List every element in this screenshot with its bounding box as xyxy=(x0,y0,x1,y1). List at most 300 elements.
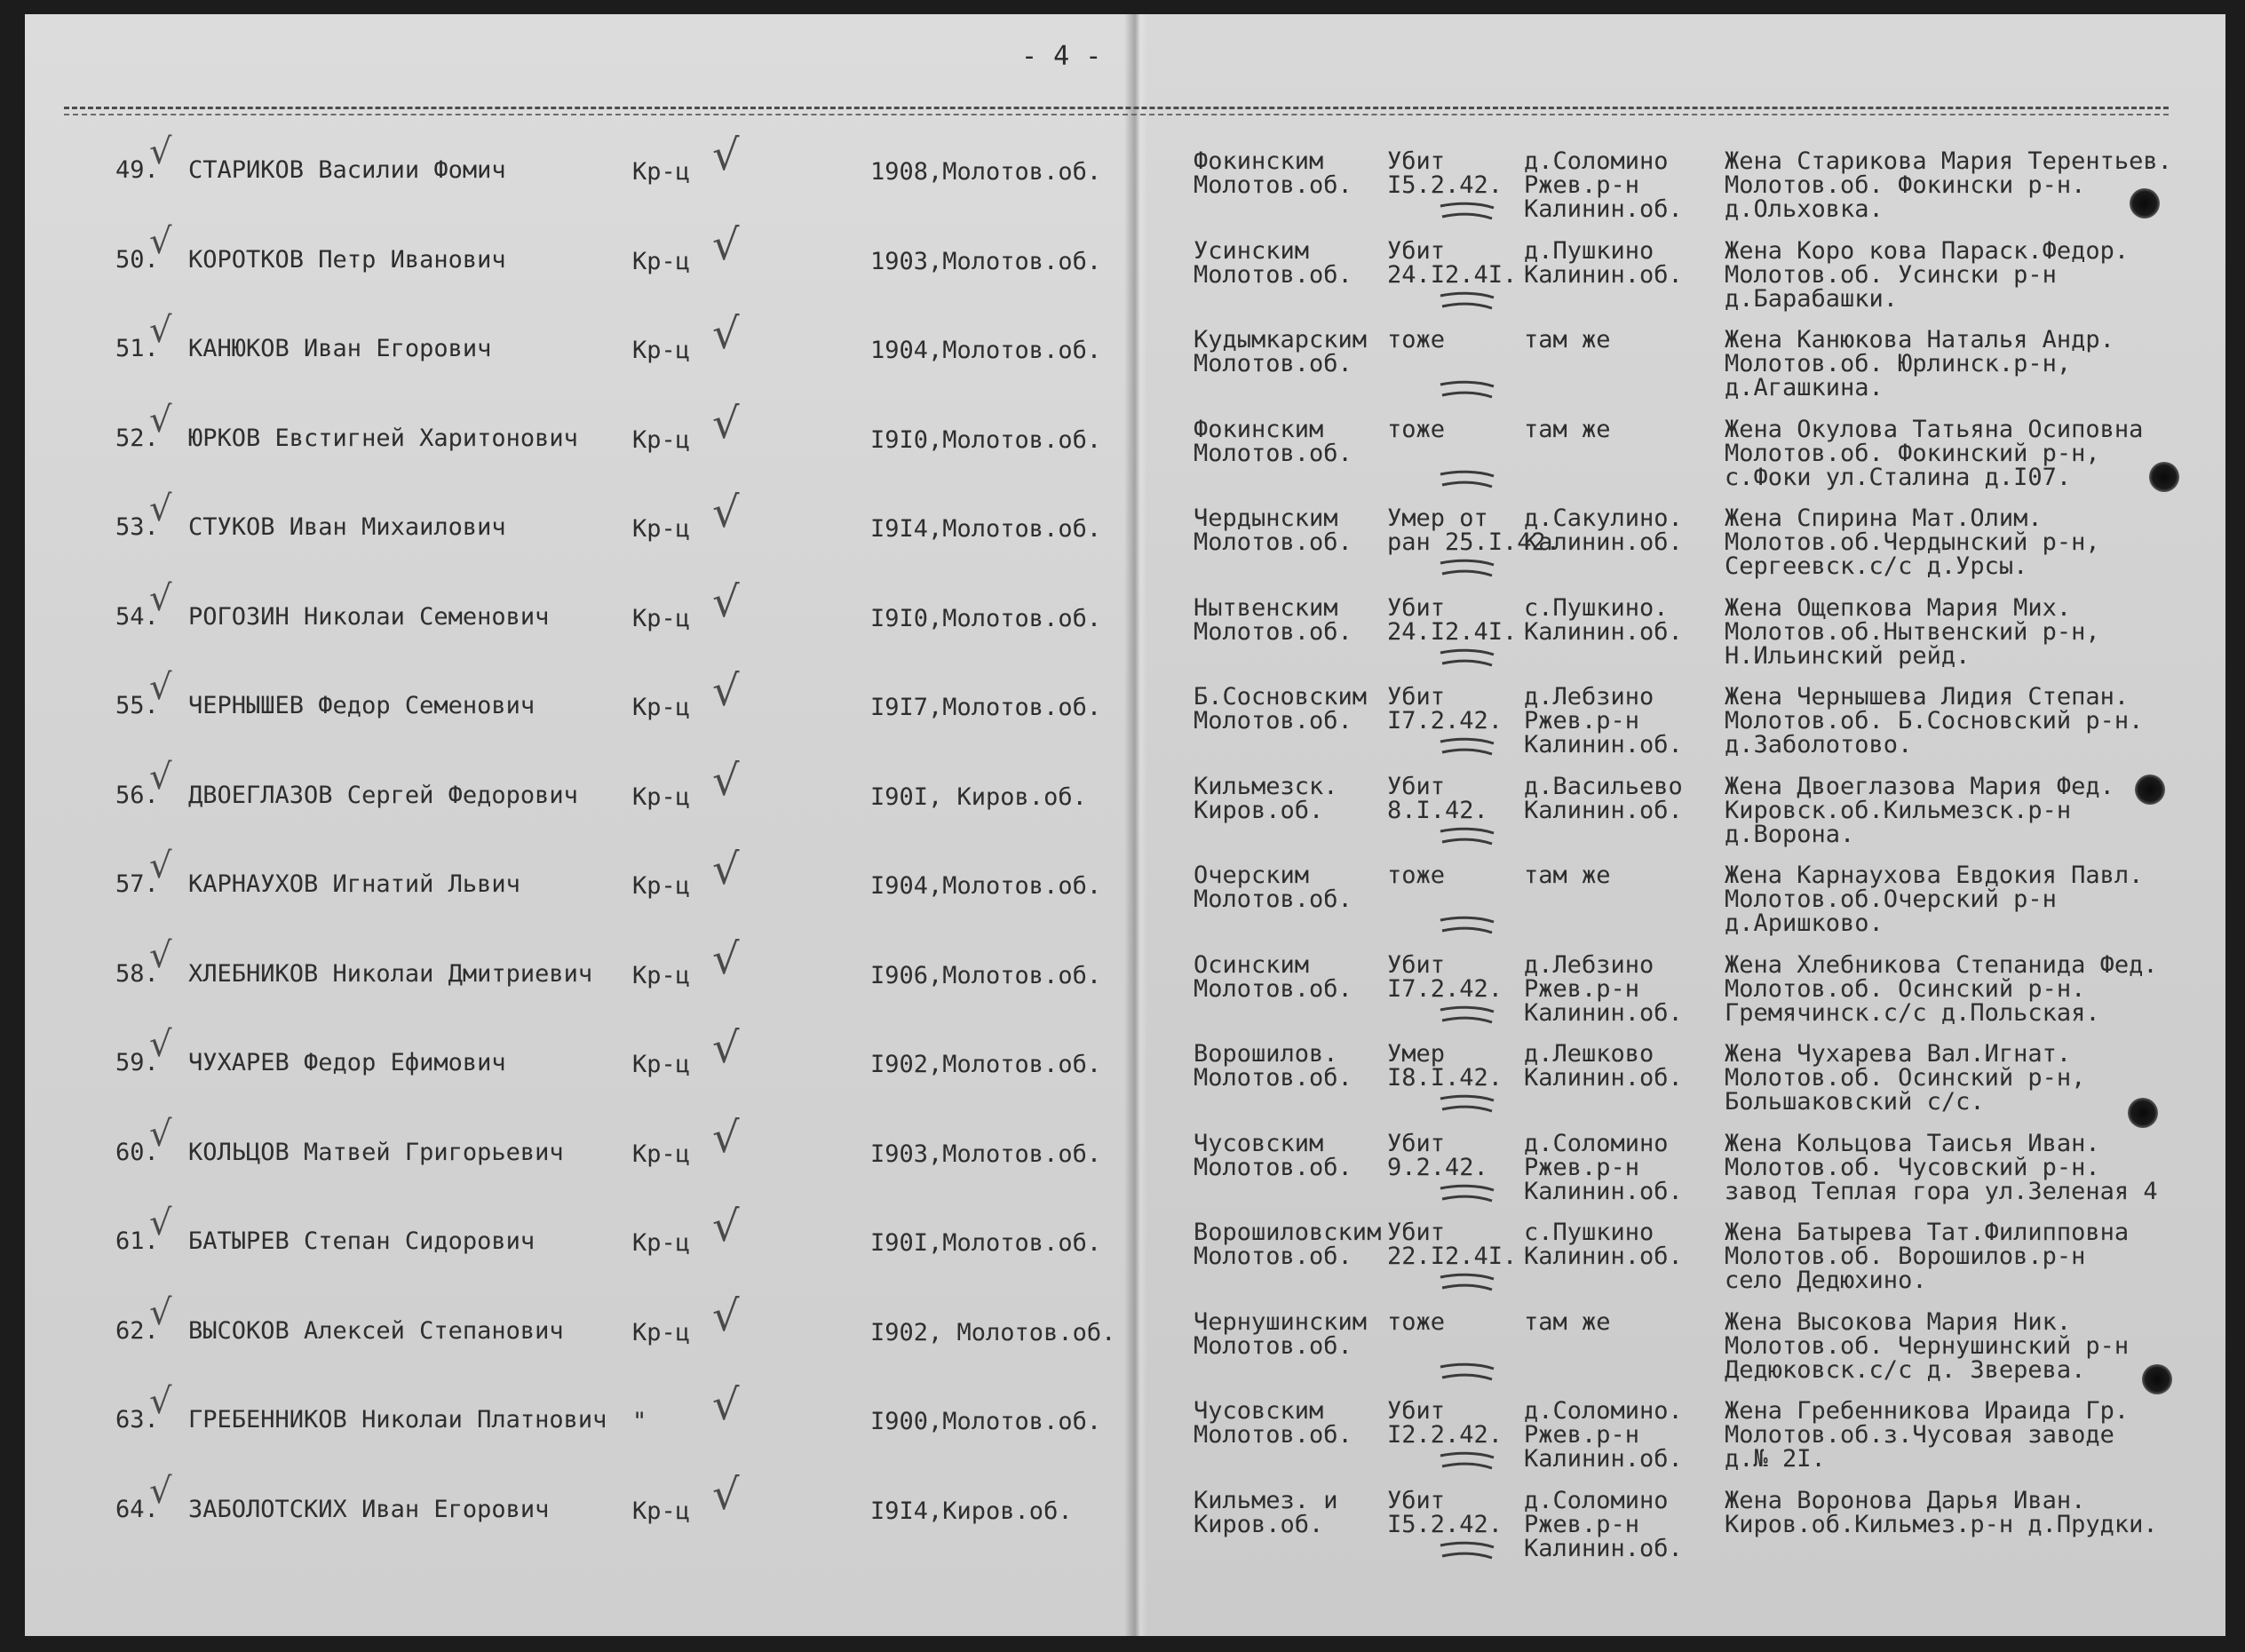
record-row xyxy=(0,219,2245,326)
next-of-kin-line: Молотов.об. Осинский р-н, xyxy=(1725,1064,2086,1092)
burial-place-line: Калинин.об. xyxy=(1524,1243,1683,1270)
record-number: 64. xyxy=(115,1495,159,1523)
soldier-rank: Кр-ц xyxy=(632,604,691,632)
next-of-kin-line: Жена Коро кова Параск.Федор. xyxy=(1725,236,2130,265)
record-row xyxy=(0,576,2245,683)
page-number: - 4 - xyxy=(1021,41,1102,72)
burial-place-line: Ржев.р-н xyxy=(1524,1510,1640,1538)
birth-year-region: I9I0,Молотов.об. xyxy=(870,425,1102,454)
record-row xyxy=(0,1469,2245,1576)
draft-office-line: Молотов.об. xyxy=(1194,1243,1353,1270)
burial-place-line: там же xyxy=(1524,862,1611,889)
draft-office-line: Чернушинским xyxy=(1194,1307,1368,1336)
burial-place-cell xyxy=(1524,417,1611,441)
burial-place-line: Ржев.р-н xyxy=(1524,171,1640,199)
checkmark-icon: √ xyxy=(712,933,740,984)
pencil-mark-icon xyxy=(1439,736,1495,756)
checkmark-icon: √ xyxy=(712,131,740,180)
burial-place-line: Калинин.об. xyxy=(1524,617,1683,646)
next-of-kin-cell xyxy=(1725,774,2114,846)
soldier-name: КОЛЬЦОВ Матвей Григорьевич xyxy=(188,1138,564,1166)
next-of-kin-line: с.Фоки ул.Сталина д.I07. xyxy=(1725,463,2072,491)
fate-line: I2.2.42. xyxy=(1387,1421,1503,1449)
next-of-kin-line: д.Ворона. xyxy=(1725,820,1855,848)
burial-place-line: д.Лебзино xyxy=(1524,950,1654,979)
fate-line: 22.I2.4I. xyxy=(1387,1243,1518,1270)
draft-office-cell xyxy=(1194,417,1353,465)
draft-office-cell xyxy=(1194,1042,1353,1090)
fate-cell xyxy=(1387,685,1503,733)
punch-hole xyxy=(2128,1098,2158,1128)
soldier-rank: Кр-ц xyxy=(632,1318,691,1346)
next-of-kin-line: Жена Двоеглазова Мария Фед. xyxy=(1725,772,2114,800)
burial-place-line: д.Лешково xyxy=(1524,1040,1654,1068)
record-number: 51. xyxy=(115,335,159,362)
burial-place-cell xyxy=(1524,593,1683,646)
burial-place-line: Калинин.об. xyxy=(1524,1534,1683,1562)
next-of-kin-line: Жена Гребенникова Ираида Гр. xyxy=(1725,1397,2130,1425)
next-of-kin-line: Жена Чернышева Лидия Степан. xyxy=(1725,683,2130,711)
draft-office-line: Молотов.об. xyxy=(1194,886,1353,913)
soldier-name: РОГОЗИН Николаи Семенович xyxy=(188,602,550,631)
fate-line: тоже xyxy=(1387,862,1446,889)
checkmark-icon: √ xyxy=(149,667,172,708)
next-of-kin-cell xyxy=(1725,149,2172,221)
pencil-mark-icon xyxy=(1439,826,1495,846)
fate-cell xyxy=(1387,1486,1503,1538)
record-number: 62. xyxy=(115,1316,159,1345)
next-of-kin-line: Сергеевск.с/с д.Урсы. xyxy=(1725,552,2028,580)
draft-office-cell xyxy=(1194,1129,1353,1181)
burial-place-line: Калинин.об. xyxy=(1524,528,1683,556)
draft-office-cell xyxy=(1194,236,1353,289)
punch-hole xyxy=(2149,462,2179,492)
soldier-rank: Кр-ц xyxy=(632,158,691,186)
fate-line: 24.I2.4I. xyxy=(1387,260,1518,289)
checkmark-icon: √ xyxy=(149,488,172,529)
next-of-kin-line: Н.Ильинский рейд. xyxy=(1725,641,1971,670)
pencil-mark-icon xyxy=(1439,647,1495,667)
draft-office-line: Ворошиловским xyxy=(1194,1219,1382,1246)
record-number: 61. xyxy=(115,1227,159,1255)
checkmark-icon: √ xyxy=(149,756,172,798)
next-of-kin-line: Жена Старикова Мария Терентьев. xyxy=(1725,147,2172,175)
next-of-kin-line: Молотов.об. Юрлинск.р-н, xyxy=(1725,350,2072,377)
checkmark-icon: √ xyxy=(712,398,740,449)
next-of-kin-line: Молотов.об. Фокински р-н. xyxy=(1725,171,2086,199)
soldier-rank: Кр-ц xyxy=(632,247,691,275)
burial-place-line: там же xyxy=(1524,326,1611,353)
record-row xyxy=(0,488,2245,593)
draft-office-line: Киров.об. xyxy=(1194,1510,1324,1538)
next-of-kin-line: Молотов.об. Чусовский р-н. xyxy=(1725,1153,2100,1181)
burial-place-line: там же xyxy=(1524,1307,1611,1336)
burial-place-line: д.Соломино xyxy=(1524,1486,1669,1514)
soldier-name: СТУКОВ Иван Михаилович xyxy=(188,513,506,541)
next-of-kin-line: Жена Ощепкова Мария Мих. xyxy=(1725,593,2072,622)
draft-office-line: Молотов.об. xyxy=(1194,260,1353,289)
soldier-rank: " xyxy=(632,1408,647,1435)
burial-place-cell xyxy=(1524,506,1683,554)
header-rule xyxy=(64,107,2169,109)
checkmark-icon: √ xyxy=(149,220,172,262)
next-of-kin-line: Молотов.об. Осинский р-н. xyxy=(1725,974,2086,1003)
checkmark-icon: √ xyxy=(712,1112,740,1163)
soldier-name: ДВОЕГЛАЗОВ Сергей Федорович xyxy=(188,781,578,809)
draft-office-line: Молотов.об. xyxy=(1194,350,1353,377)
soldier-rank: Кр-ц xyxy=(632,1051,691,1078)
burial-place-cell xyxy=(1524,328,1611,352)
checkmark-icon: √ xyxy=(712,488,740,537)
soldier-name: ЧУХАРЕВ Федор Ефимович xyxy=(188,1049,506,1076)
burial-place-cell xyxy=(1524,1486,1683,1562)
checkmark-icon: √ xyxy=(712,1380,740,1430)
checkmark-icon: √ xyxy=(712,1469,740,1520)
next-of-kin-line: Жена Спирина Мат.Олим. xyxy=(1725,504,2043,532)
next-of-kin-line: Большаковский с/с. xyxy=(1725,1088,1985,1116)
next-of-kin-line: село Дедюхино. xyxy=(1725,1267,1927,1294)
next-of-kin-line: д.№ 2I. xyxy=(1725,1445,1826,1473)
fate-line: Убит xyxy=(1387,683,1446,711)
fate-cell xyxy=(1387,1220,1517,1268)
record-number: 49. xyxy=(115,156,159,184)
fate-line: тоже xyxy=(1387,415,1446,443)
birth-year-region: I9I7,Молотов.об. xyxy=(870,694,1102,721)
checkmark-icon: √ xyxy=(712,219,740,270)
draft-office-cell xyxy=(1194,1307,1368,1360)
fate-line: Убит xyxy=(1387,1486,1446,1514)
next-of-kin-cell xyxy=(1725,328,2114,400)
checkmark-icon: √ xyxy=(149,1381,172,1422)
fate-cell xyxy=(1387,417,1445,441)
checkmark-icon: √ xyxy=(149,846,172,886)
burial-place-line: Калинин.об. xyxy=(1524,796,1683,824)
burial-place-line: д.Лебзино xyxy=(1524,683,1654,711)
next-of-kin-cell xyxy=(1725,236,2130,313)
soldier-rank: Кр-ц xyxy=(632,1229,691,1257)
fate-line: Убит xyxy=(1387,1219,1446,1246)
next-of-kin-line: д.Ольховка. xyxy=(1725,195,1884,223)
draft-office-line: Осинским xyxy=(1194,950,1310,979)
fate-line: Умер xyxy=(1387,1040,1446,1068)
fate-line: Убит xyxy=(1387,950,1446,979)
burial-place-cell xyxy=(1524,1220,1683,1268)
draft-office-cell xyxy=(1194,863,1353,911)
draft-office-cell xyxy=(1194,506,1353,554)
checkmark-icon: √ xyxy=(149,310,172,351)
burial-place-line: Ржев.р-н xyxy=(1524,974,1640,1003)
draft-office-line: Молотов.об. xyxy=(1194,707,1353,735)
record-row xyxy=(0,666,2245,772)
burial-place-line: Калинин.об. xyxy=(1524,260,1683,289)
fate-cell xyxy=(1387,328,1445,352)
pencil-mark-icon xyxy=(1439,1005,1495,1024)
birth-year-region: I9I0,Молотов.об. xyxy=(870,604,1102,632)
fate-line: Убит xyxy=(1387,147,1446,175)
draft-office-cell xyxy=(1194,328,1367,376)
record-row xyxy=(0,845,2245,950)
draft-office-line: Усинским xyxy=(1194,236,1310,265)
burial-place-cell xyxy=(1524,774,1683,822)
fate-line: I5.2.42. xyxy=(1387,1510,1503,1538)
fate-cell xyxy=(1387,236,1518,289)
burial-place-line: Ржев.р-н xyxy=(1524,1153,1640,1181)
next-of-kin-line: Молотов.об. Чернушинский р-н xyxy=(1725,1331,2130,1360)
next-of-kin-line: д.Агашкина. xyxy=(1725,374,1884,401)
burial-place-line: Ржев.р-н xyxy=(1524,707,1640,735)
header-rule-secondary xyxy=(64,114,2169,115)
fate-line: Умер от xyxy=(1387,504,1488,532)
fate-line: тоже xyxy=(1387,326,1446,353)
burial-place-line: Калинин.об. xyxy=(1524,998,1683,1027)
birth-year-region: 1903,Молотов.об. xyxy=(870,247,1102,275)
soldier-name: СТАРИКОВ Василии Фомич xyxy=(188,156,506,184)
burial-place-line: Калинин.об. xyxy=(1524,195,1683,223)
pencil-mark-icon xyxy=(1439,201,1495,220)
checkmark-icon: √ xyxy=(712,1023,740,1073)
checkmark-icon: √ xyxy=(712,576,740,627)
fate-cell xyxy=(1387,1042,1503,1090)
burial-place-cell xyxy=(1524,863,1611,887)
next-of-kin-line: Жена Канюкова Наталья Андр. xyxy=(1725,326,2114,353)
birth-year-region: I902,Молотов.об. xyxy=(870,1051,1102,1078)
record-row xyxy=(0,1291,2245,1397)
record-row xyxy=(0,309,2245,415)
burial-place-line: д.Пушкино xyxy=(1524,236,1654,265)
soldier-rank: Кр-ц xyxy=(632,782,691,811)
pencil-mark-icon xyxy=(1439,915,1495,934)
next-of-kin-line: д.Барабашки. xyxy=(1725,284,1899,313)
fate-line: 9.2.42. xyxy=(1387,1153,1488,1181)
draft-office-line: Кильмезск. xyxy=(1194,772,1338,800)
birth-year-region: I906,Молотов.об. xyxy=(870,961,1102,989)
fate-line: Убит xyxy=(1387,593,1446,622)
birth-year-region: 1908,Молотов.об. xyxy=(870,158,1102,186)
fate-line: Убит xyxy=(1387,1397,1446,1425)
burial-place-cell xyxy=(1524,685,1683,757)
soldier-rank: Кр-ц xyxy=(632,425,691,454)
burial-place-line: д.Соломино xyxy=(1524,1129,1669,1157)
fate-line: I7.2.42. xyxy=(1387,974,1503,1003)
checkmark-icon: √ xyxy=(149,934,172,976)
burial-place-line: Калинин.об. xyxy=(1524,1177,1683,1205)
next-of-kin-line: д.Аришково. xyxy=(1725,909,1884,937)
next-of-kin-line: завод Теплая гора ул.Зеленая 4 xyxy=(1725,1177,2158,1205)
next-of-kin-line: Молотов.об.Чердынский р-н, xyxy=(1725,528,2100,556)
soldier-name: БАТЫРЕВ Степан Сидорович xyxy=(188,1227,535,1255)
checkmark-icon: √ xyxy=(149,131,172,172)
burial-place-cell xyxy=(1524,1129,1683,1205)
draft-office-line: Киров.об. xyxy=(1194,796,1324,824)
draft-office-line: Молотов.об. xyxy=(1194,1421,1353,1449)
next-of-kin-line: Жена Карнаухова Евдокия Павл. xyxy=(1725,862,2144,889)
fate-line: I7.2.42. xyxy=(1387,707,1503,735)
fate-line: Убит xyxy=(1387,236,1446,265)
burial-place-line: Калинин.об. xyxy=(1524,1445,1683,1473)
record-number: 60. xyxy=(115,1138,159,1166)
birth-year-region: I9I4,Киров.об. xyxy=(870,1497,1073,1525)
fate-cell xyxy=(1387,1307,1446,1336)
burial-place-line: д.Васильево xyxy=(1524,772,1683,800)
checkmark-icon: √ xyxy=(149,1470,172,1512)
soldier-name: ХЛЕБНИКОВ Николаи Дмитриевич xyxy=(188,959,593,988)
record-row xyxy=(0,1112,2245,1219)
checkmark-icon: √ xyxy=(149,1203,172,1243)
draft-office-cell xyxy=(1194,685,1367,733)
burial-place-cell xyxy=(1524,1307,1611,1336)
next-of-kin-cell xyxy=(1725,417,2143,489)
next-of-kin-cell xyxy=(1725,593,2100,670)
next-of-kin-cell xyxy=(1725,1220,2129,1292)
birth-year-region: I902, Молотов.об. xyxy=(870,1318,1116,1346)
record-number: 54. xyxy=(115,602,159,631)
draft-office-line: Фокинским xyxy=(1194,415,1324,443)
next-of-kin-line: Жена Батырева Тат.Филипповна xyxy=(1725,1219,2130,1246)
pencil-mark-icon xyxy=(1439,558,1495,577)
fate-line: ран 25.I.42. xyxy=(1387,528,1561,556)
next-of-kin-line: Киров.об.Кильмез.р-н д.Прудки. xyxy=(1725,1510,2158,1538)
checkmark-icon: √ xyxy=(149,1291,172,1333)
next-of-kin-line: Жена Высокова Мария Ник. xyxy=(1725,1307,2072,1336)
draft-office-cell xyxy=(1194,950,1353,1003)
pencil-mark-icon xyxy=(1439,379,1495,399)
birth-year-region: I900,Молотов.об. xyxy=(870,1408,1102,1435)
fate-line: I5.2.42. xyxy=(1387,171,1503,199)
checkmark-icon: √ xyxy=(149,1024,172,1065)
record-row xyxy=(0,1023,2245,1129)
record-number: 53. xyxy=(115,513,159,541)
punch-hole xyxy=(2142,1364,2172,1394)
burial-place-cell xyxy=(1524,950,1683,1027)
fate-cell xyxy=(1387,950,1503,1003)
draft-office-line: Очерским xyxy=(1194,862,1310,889)
fate-line: Убит xyxy=(1387,772,1446,800)
birth-year-region: I90I, Киров.об. xyxy=(870,782,1087,811)
next-of-kin-line: Молотов.об.Нытвенский р-н, xyxy=(1725,617,2100,646)
draft-office-line: Молотов.об. xyxy=(1194,1331,1353,1360)
next-of-kin-cell xyxy=(1725,1129,2158,1205)
next-of-kin-line: д.Заболотово. xyxy=(1725,731,1913,758)
next-of-kin-cell xyxy=(1725,1486,2158,1538)
next-of-kin-cell xyxy=(1725,950,2158,1027)
fate-line: 24.I2.4I. xyxy=(1387,617,1518,646)
soldier-name: КОРОТКОВ Петр Иванович xyxy=(188,245,506,274)
next-of-kin-cell xyxy=(1725,685,2143,757)
burial-place-line: Калинин.об. xyxy=(1524,1064,1683,1092)
next-of-kin-line: Молотов.об. Ворошилов.р-н xyxy=(1725,1243,2086,1270)
next-of-kin-cell xyxy=(1725,1307,2130,1384)
draft-office-line: Молотов.об. xyxy=(1194,528,1353,556)
soldier-rank: Кр-ц xyxy=(632,1497,691,1525)
burial-place-line: Ржев.р-н xyxy=(1524,1421,1640,1449)
next-of-kin-line: Кировск.об.Кильмезск.р-н xyxy=(1725,796,2072,824)
soldier-name: КАРНАУХОВ Игнатий Львич xyxy=(188,870,520,898)
fate-cell xyxy=(1387,1129,1488,1181)
draft-office-cell xyxy=(1194,1399,1353,1447)
burial-place-line: д.Сакулино. xyxy=(1524,504,1683,532)
checkmark-icon: √ xyxy=(149,1113,172,1155)
record-row xyxy=(0,131,2245,236)
burial-place-line: с.Пушкино xyxy=(1524,1219,1654,1246)
draft-office-line: Чердынским xyxy=(1194,504,1338,532)
record-row xyxy=(0,1202,2245,1307)
burial-place-line: с.Пушкино. xyxy=(1524,593,1669,622)
soldier-rank: Кр-ц xyxy=(632,515,691,543)
checkmark-icon: √ xyxy=(712,309,740,359)
draft-office-cell xyxy=(1194,774,1338,822)
fate-line: I8.I.42. xyxy=(1387,1064,1503,1092)
draft-office-cell xyxy=(1194,1220,1381,1268)
next-of-kin-line: Молотов.об. Усински р-н xyxy=(1725,260,2057,289)
next-of-kin-line: Дедюковск.с/с д. Зверева. xyxy=(1725,1355,2086,1384)
birth-year-region: I904,Молотов.об. xyxy=(870,872,1102,900)
record-number: 55. xyxy=(115,692,159,719)
pencil-mark-icon xyxy=(1439,1093,1495,1113)
record-number: 50. xyxy=(115,245,159,274)
next-of-kin-line: Жена Кольцова Таисья Иван. xyxy=(1725,1129,2100,1157)
fate-cell xyxy=(1387,593,1518,646)
next-of-kin-line: Гремячинск.с/с д.Польская. xyxy=(1725,998,2100,1027)
record-number: 52. xyxy=(115,424,159,452)
draft-office-line: Фокинским xyxy=(1194,147,1324,175)
fate-line: тоже xyxy=(1387,1307,1446,1336)
pencil-mark-icon xyxy=(1439,1183,1495,1203)
burial-place-cell xyxy=(1524,149,1683,221)
pencil-mark-icon xyxy=(1439,469,1495,488)
soldier-rank: Кр-ц xyxy=(632,872,691,900)
record-number: 59. xyxy=(115,1049,159,1076)
burial-place-line: д.Соломино. xyxy=(1524,1397,1683,1425)
birth-year-region: 1904,Молотов.об. xyxy=(870,337,1102,364)
soldier-name: КАНЮКОВ Иван Егорович xyxy=(188,335,492,362)
pencil-mark-icon xyxy=(1439,290,1495,310)
draft-office-line: Кудымкарским xyxy=(1194,326,1368,353)
next-of-kin-line: Молотов.об. Фокинский р-н, xyxy=(1725,439,2100,467)
draft-office-line: Ворошилов. xyxy=(1194,1040,1338,1068)
next-of-kin-line: Молотов.об.Очерский р-н xyxy=(1725,886,2057,913)
draft-office-line: Кильмез. и xyxy=(1194,1486,1338,1514)
soldier-rank: Кр-ц xyxy=(632,1140,691,1168)
soldier-rank: Кр-ц xyxy=(632,337,691,364)
draft-office-cell xyxy=(1194,149,1353,197)
draft-office-line: Чусовским xyxy=(1194,1397,1324,1425)
draft-office-line: Молотов.об. xyxy=(1194,617,1353,646)
pencil-mark-icon xyxy=(1439,1540,1495,1560)
punch-hole xyxy=(2135,774,2165,805)
soldier-rank: Кр-ц xyxy=(632,961,691,989)
checkmark-icon: √ xyxy=(149,399,172,441)
fate-line: Убит xyxy=(1387,1129,1446,1157)
record-number: 57. xyxy=(115,870,159,898)
draft-office-cell xyxy=(1194,1486,1338,1538)
draft-office-line: Молотов.об. xyxy=(1194,1153,1353,1181)
burial-place-cell xyxy=(1524,1399,1683,1471)
soldier-name: ВЫСОКОВ Алексей Степанович xyxy=(188,1316,564,1345)
fate-cell xyxy=(1387,863,1445,887)
next-of-kin-cell xyxy=(1725,863,2143,935)
burial-place-line: Калинин.об. xyxy=(1524,731,1683,758)
record-number: 56. xyxy=(115,781,159,809)
soldier-name: ЮРКОВ Евстигней Харитонович xyxy=(188,424,578,452)
pencil-mark-icon xyxy=(1439,1362,1495,1381)
next-of-kin-line: Жена Чухарева Вал.Игнат. xyxy=(1725,1040,2072,1068)
burial-place-line: д.Соломино xyxy=(1524,147,1669,175)
next-of-kin-cell xyxy=(1725,1042,2085,1114)
draft-office-line: Молотов.об. xyxy=(1194,439,1353,467)
birth-year-region: I9I4,Молотов.об. xyxy=(870,515,1102,543)
record-row xyxy=(0,1380,2245,1486)
soldier-rank: Кр-ц xyxy=(632,694,691,721)
